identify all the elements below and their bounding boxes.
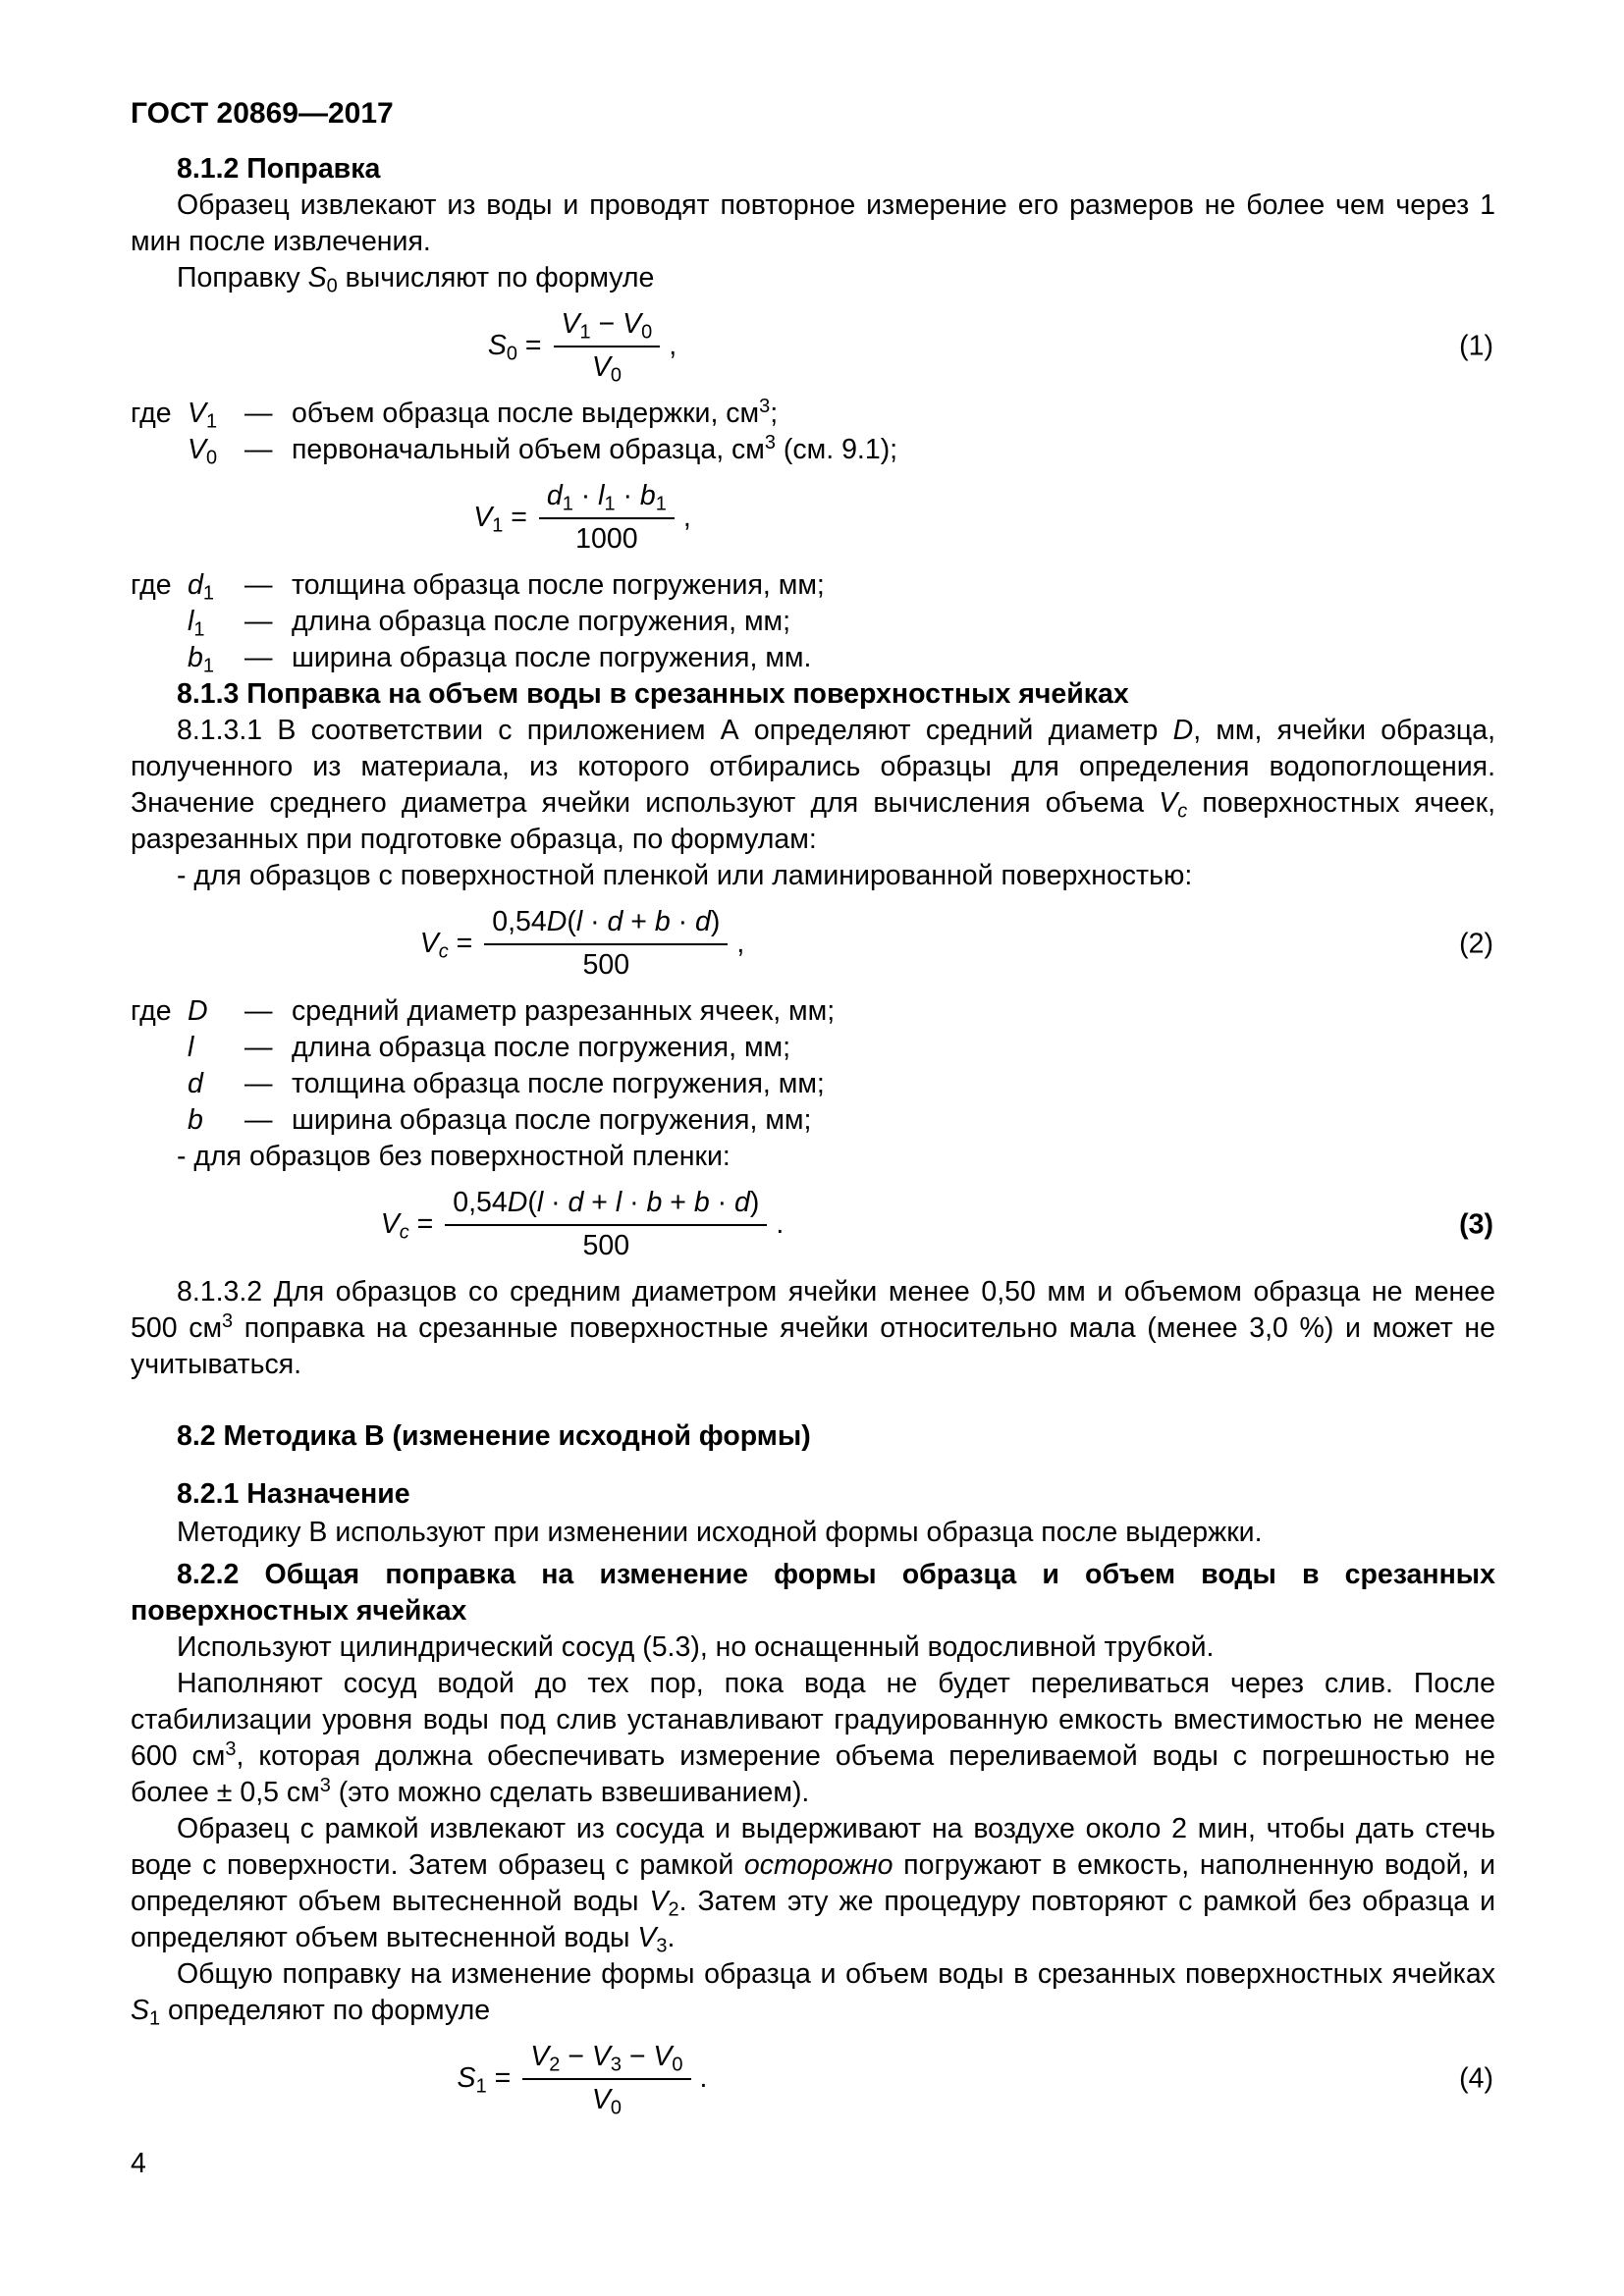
formula-3-number: (3) [1459,1208,1493,1240]
symbol-D: D [188,995,208,1027]
symbol-v0: $V_0$ [188,434,218,469]
symbol-b: b [188,1104,203,1136]
where-keyword: где [131,995,172,1027]
formula-v1-numerator: $d_1 \cdot l_1 \cdot b_1$ [539,480,675,519]
paragraph-8-1-3-2: 8.1.3.2 Для образцов со средним диаметром ячейки менее 0,50 мм и объемом образца не менее 500 $см^3$ поправка на срезанные поверхностные ячейки относительно мала (менее 3,0 %) и может не учитываться. [131,1276,1495,1380]
paragraph-8-1-2-1: Образец извлекают из воды и проводят повторное измерение его размеров не более чем через 1 мин после извлечения. [131,189,1495,257]
dash: — [244,398,273,429]
formula-v1-body [131,480,1034,556]
where-list-2 [131,567,1495,676]
symbol-l1: $l_1$ [188,606,205,641]
definition-text: средний диаметр разрезанных ячеек, мм; [292,995,836,1027]
formula-3-punctuation: . [776,1208,785,1240]
where-list-3 [131,993,1495,1139]
dash: — [244,995,273,1027]
list-item-film: - для образцов с поверхностной пленкой или ламинированной поверхностью: [177,860,1193,891]
paragraph-8-2-2-4: Общую поправку на изменение формы образца и объем воды в срезанных поверхностных ячейках $S_1$ определяют по формуле [131,1958,1495,2030]
formula-1 [131,308,1495,387]
where-row [131,993,1495,1030]
formula-2-fraction [484,906,728,982]
formula-3-body [131,1187,1034,1262]
heading-8-1-2: 8.1.2 Поправка [177,153,381,185]
list-item-no-film: - для образцов без поверхностной пленки: [177,1141,731,1172]
formula-1-numerator: $V_1 - V_0$ [554,308,661,347]
formula-3-fraction [445,1187,767,1262]
symbol-l: l [188,1032,194,1063]
dash: — [244,434,273,465]
definition-text: толщина образца после погружения, мм; [292,569,825,601]
paragraph-8-1-2-2: Поправку $S_0$ вычисляют по формуле [177,262,655,297]
definition-text: ширина образца после погружения, мм. [292,642,812,673]
formula-4-numerator: $V_2 - V_3 - V_0$ [522,2041,690,2080]
document-code-header: ГОСТ 20869—2017 [131,97,394,130]
formula-1-denominator: $V_0$ [591,351,622,387]
where-row [131,640,1495,676]
heading-8-2-1: 8.2.1 Назначение [177,1478,410,1510]
formula-4-fraction [522,2041,690,2119]
paragraph-8-2-2-1: Используют цилиндрический сосуд (5.3), но оснащенный водосливной трубкой. [177,1631,1215,1663]
definition-text: первоначальный объем образца, $см^3$ (см. 9.1); [292,432,898,465]
where-row [131,604,1495,640]
definition-text: толщина образца после погружения, мм; [292,1068,825,1099]
formula-2-number: (2) [1459,928,1493,959]
paragraph-8-1-3-1: 8.1.3.1 В соответствии с приложением А определяют средний диаметр D, мм, ячейки образца, полученного из материала, из которого отбирались образцы для определения водопоглощения. Значение среднего диаметра ячейки используют для вычисления объема $V_c$ поверхностных ячеек, разрезанных при подготовке образца, по формулам: [131,715,1496,855]
formula-4-punctuation: . [699,2062,708,2094]
page-number: 4 [131,2148,146,2179]
where-row [131,1066,1495,1102]
where-keyword: где [131,569,172,601]
where-row [131,567,1495,604]
formula-1-lhs: $S_0$ = [487,330,542,365]
formula-4-body [131,2041,1034,2119]
definition-text: объем образца после выдержки, $см^3$; [292,396,779,429]
symbol-b1: $b_1$ [188,642,214,677]
where-keyword [131,432,188,468]
formula-3 [131,1187,1495,1262]
dash: — [244,642,273,673]
paragraph-8-2-2-3: Образец с рамкой извлекают из сосуда и выдерживают на воздухе около 2 мин, чтобы дать стечь воде с поверхности. Затем образец с рамкой осторожно погружают в емкость, наполненную водой, и определяют объем вытесненной воды $V_2$. Затем эту же процедуру повторяют с рамкой без образца и определяют объем вытесненной воды $V_3$. [131,1813,1495,1957]
formula-1-number: (1) [1459,330,1493,361]
where-keyword [131,640,188,676]
formula-4 [131,2041,1495,2119]
formula-2 [131,906,1495,982]
definition-text: длина образца после погружения, мм; [292,606,791,637]
formula-2-denominator: 500 [582,949,630,981]
where-keyword [131,1030,188,1066]
formula-4-lhs: $S_1$ = [457,2062,512,2098]
where-keyword [131,604,188,640]
where-keyword: где [131,398,172,429]
where-row [131,1102,1495,1139]
formula-3-numerator: 0,54D(l · d + l · b + b · d) [445,1187,767,1226]
dash: — [244,569,273,601]
formula-v1 [131,480,1495,556]
where-keyword [131,1066,188,1102]
dash: — [244,1032,273,1063]
formula-2-punctuation: , [736,928,745,959]
formula-3-denominator: 500 [582,1230,630,1261]
formula-2-lhs: $V_c$ = [419,928,473,963]
symbol-v1: $V_1$ [188,398,218,433]
formula-1-body [131,308,1034,387]
where-row [131,432,1495,468]
symbol-d1: $d_1$ [188,569,214,605]
paragraph-8-2-1: Методику В используют при изменении исходной формы образца после выдержки. [177,1517,1263,1548]
formula-4-denominator: $V_0$ [591,2084,622,2119]
formula-v1-punctuation: , [682,502,691,533]
heading-8-2-2: 8.2.2 Общая поправка на изменение формы образца и объем воды в срезанных поверхностных ячейках [131,1559,1495,1627]
formula-3-lhs: $V_c$ = [380,1208,434,1244]
formula-2-body [131,906,1034,982]
formula-1-fraction [554,308,661,387]
heading-8-1-3: 8.1.3 Поправка на объем воды в срезанных поверхностных ячейках [177,678,1129,710]
paragraph-8-2-2-2: Наполняют сосуд водой до тех пор, пока вода не будет переливаться через слив. После стабилизации уровня воды под слив устанавливают градуированную емкость вместимостью не менее 600 $см^3$, которая должна обеспечивать измерение объема переливаемой воды с погрешностью не более ± 0,5 $см^3$ (это можно сделать взвешиванием). [131,1668,1495,1808]
formula-1-punctuation: , [669,330,677,361]
formula-2-numerator: 0,54D(l · d + b · d) [484,906,728,945]
where-row [131,1030,1495,1066]
where-row [131,396,1495,432]
formula-v1-lhs: $V_1$ = [473,502,527,537]
formula-v1-denominator: 1000 [575,523,638,555]
definition-text: ширина образца после погружения, мм; [292,1104,812,1136]
dash: — [244,606,273,637]
dash: — [244,1104,273,1136]
formula-4-number: (4) [1459,2062,1493,2094]
definition-text: длина образца после погружения, мм; [292,1032,791,1063]
where-list-1 [131,396,1495,468]
formula-v1-fraction [539,480,675,556]
symbol-d: d [188,1068,203,1099]
heading-8-2: 8.2 Методика В (изменение исходной формы) [177,1420,811,1452]
where-keyword [131,1102,188,1139]
dash: — [244,1068,273,1099]
